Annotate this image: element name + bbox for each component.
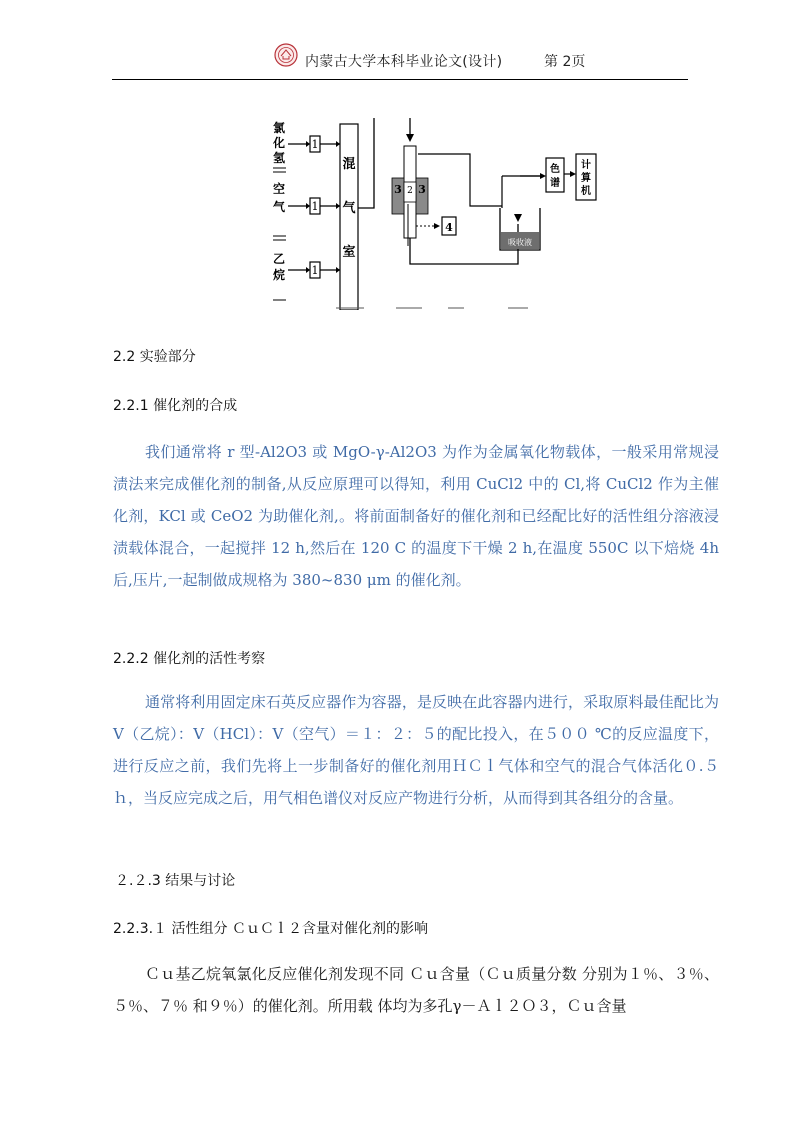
mixer-label: 混气室	[342, 157, 356, 260]
paragraph-catalyst-activity: 通常将利用固定床石英反应器作为容器，是反映在此容器内进行，采取原料最佳配比为 V（乙烷）：V（HCl）：V（空气）＝１：２：５的配比投入，在５００ ℃的反应温度下，进行反应之前，我们先将上一步制备好的催化剂用ＨＣｌ气体和空气的混合气体活化０.５ｈ，当反应完成之后，用气相色谱仪对反应产物进行分析，从而得到其各组分的含量。	[113, 693, 719, 807]
gas-label-ethane: 乙烷	[273, 252, 286, 282]
section-heading-2-2-2: 2.2.2 催化剂的活性考察	[113, 651, 266, 667]
university-seal-icon	[274, 43, 298, 67]
header-title: 内蒙古大学本科毕业论文(设计)	[305, 54, 503, 70]
valve-label: 1	[311, 200, 319, 213]
page-number: 第 2页	[544, 54, 586, 70]
section-heading-2-2: 2.2 实验部分	[113, 349, 196, 365]
section-heading-2-2-3: ２.２.3 结果与讨论	[115, 873, 236, 889]
reactor-heater-label: 3	[418, 183, 426, 196]
temp-controller-label: 4	[445, 221, 453, 234]
section-heading-2-2-3-1: 2.2.3.１ 活性组分 ＣｕＣｌ２含量对催化剂的影响	[113, 921, 428, 937]
gas-label-hcl: 氯化氢	[273, 121, 286, 165]
computer-label: 计算机	[581, 160, 591, 197]
valve-label: 1	[311, 264, 319, 277]
absorber-label: 吸收液	[508, 238, 532, 247]
reactor-heater-label: 3	[394, 183, 402, 196]
paragraph-cucl2-content: Ｃｕ基乙烷氧氯化反应催化剂发现不同 Ｃｕ含量（Ｃｕ质量分数 分别为１％、３％、５％、７％ 和９％）的催化剂。所用载 体均为多孔γ－Ａｌ２Ｏ３，Ｃｕ含量	[113, 965, 719, 1015]
gas-label-air: 空气	[273, 182, 286, 214]
section-heading-2-2-1: 2.2.1 催化剂的合成	[113, 398, 238, 414]
apparatus-diagram	[270, 118, 600, 310]
valve-label: 1	[311, 138, 319, 151]
page-header	[112, 42, 688, 80]
paragraph-catalyst-synthesis: 我们通常将 r 型-Al2O3 或 MgO-γ-Al2O3 为作为金属氧化物载体，一般采用常规浸渍法来完成催化剂的制备,从反应原理可以得知，利用 CuCl2 中的 Cl,将 CuCl2 作为主催化剂，KCl 或 CeO2 为助催化剂,。将前面制备好的催化剂和已经配比好的活性组分溶液浸渍载体混合，一起搅拌 12 h,然后在 120 C 的温度下干燥 2 h,在温度 550C 以下焙烧 4h后,压片,一起制做成规格为 380~830 μm 的催化剂。	[113, 443, 719, 589]
reactor-catalyst-label: 2	[407, 186, 413, 196]
chromatograph-label: 色谱	[550, 164, 560, 189]
